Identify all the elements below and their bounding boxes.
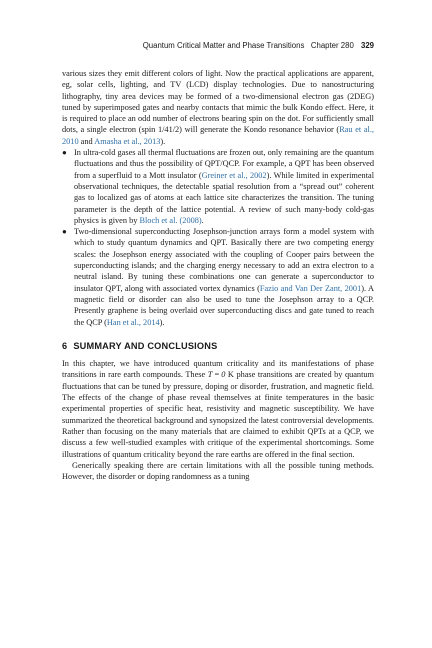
header-separator (307, 41, 309, 50)
paragraph-text: various sizes they emit different colors of light. Now the practical applications are apparent, eg, solar cells, lighting, and TV (LCD) display technologies. Due to nanostructuring lithography, tiny area devices may be formed of a two-dimensional electron gas (2DEG) tuned by superimposed gates and nearby contacts that mimic the bulk Kondo effect. Here, it is required to place an odd number of electrons bearing spin on the dot. For sufficiently small dots, a single electron (spin 1/41/2) will generate the Kondo resonance behavior ( (62, 69, 374, 135)
bullet-text: ). While limited in experimental observational techniques, the detectable spatial resolution from a “spread out” coherent gas to localized gas of atoms at each lattice site characterizes the transition. The tuning parameter is the depth of the lattice potential. A review of such many-body cold-gas physics is given by (74, 170, 374, 225)
citation-link[interactable]: Rau et al., 2010 (62, 125, 374, 146)
continued-paragraph (62, 68, 374, 147)
page-number: 329 (360, 41, 374, 50)
summary-paragraph: Generically speaking there are certain limitations with all the possible tuning methods. However, the disorder or doping randomness as a tuning (62, 460, 374, 482)
bullet-item (62, 147, 374, 226)
bullet-text: ). (159, 317, 165, 327)
citation-link[interactable]: Fazio and Van Der Zant, 2001 (259, 283, 362, 293)
bullet-item (62, 226, 374, 328)
running-header (62, 41, 374, 53)
math-expression: T = 0 (207, 370, 226, 380)
bullet-text: ). A magnetic field or disorder can also be used to tune the Josephson array to a QCP. Presently graphene is being overlaid over superconducting discs and gate tuned to reach the QCP ( (74, 283, 374, 327)
paragraph-text: ). (160, 136, 166, 146)
book-title: Quantum Critical Matter and Phase Transitions (142, 41, 305, 50)
citation-link[interactable]: Han et al., 2014 (106, 317, 160, 327)
paragraph-text: and (78, 136, 95, 146)
bullet-text: . (201, 215, 204, 225)
bullet-text: Two-dimensional superconducting Josephson-junction arrays form a model system with which to study quantum dynamics and QPT. Basically there are two competing energy scales: the Josephson energy associated with the coupling of Cooper pairs between the superconducting islands; and the charging energy necessary to add an extra electron to a neutral island. By tuning these combinations one can generate a superconductor to insulator QPT, along with associated vortex dynamics ( (74, 227, 374, 293)
summary-paragraph (62, 358, 374, 460)
citation-link[interactable]: Bloch et al. (2008) (139, 215, 202, 225)
bullet-icon: ● (62, 227, 67, 237)
bullet-list (62, 147, 374, 328)
paragraph-text: In this chapter, we have introduced quantum criticality and its manifestations of phase transitions in rare earth compounds. These (62, 359, 374, 380)
bullet-icon: ● (62, 148, 67, 158)
section-number: 6 (62, 340, 68, 351)
bullet-text: In ultra-cold gases all thermal fluctuations are frozen out, only remaining are the quantum fluctuations and thus the possibility of QPT/QCP. For example, a QPT has been observed from a superfluid to a Mott insulator ( (74, 148, 374, 180)
paragraph-text: K phase transitions are created by quantum fluctuations that can be tuned by pressure, doping or disorder, frustration, and magnetic field. The effects of the change of phase reveal themselves at finite temperatures in the basic experimental properties of specific heat, resistivity and magnetic susceptibility. We have summarized the theoretical background and synopsized the latest controversial developments. Rather than focusing on the many materials that are claimed to exhibit QPTs at a QCP, we discuss a few well-studied examples with critique of the experimental shortcomings. Some illustrations of quantum criticality beyond the rare earths are offered in the final section. (62, 370, 374, 459)
chapter-number: 280 (340, 41, 354, 50)
section-heading (62, 341, 374, 352)
chapter-label: Chapter (310, 41, 339, 50)
citation-link[interactable]: Amasha et al., 2013 (94, 136, 161, 146)
page-body (62, 68, 374, 482)
section-title: SUMMARY AND CONCLUSIONS (73, 340, 218, 351)
citation-link[interactable]: Greiner et al., 2002 (201, 170, 267, 180)
